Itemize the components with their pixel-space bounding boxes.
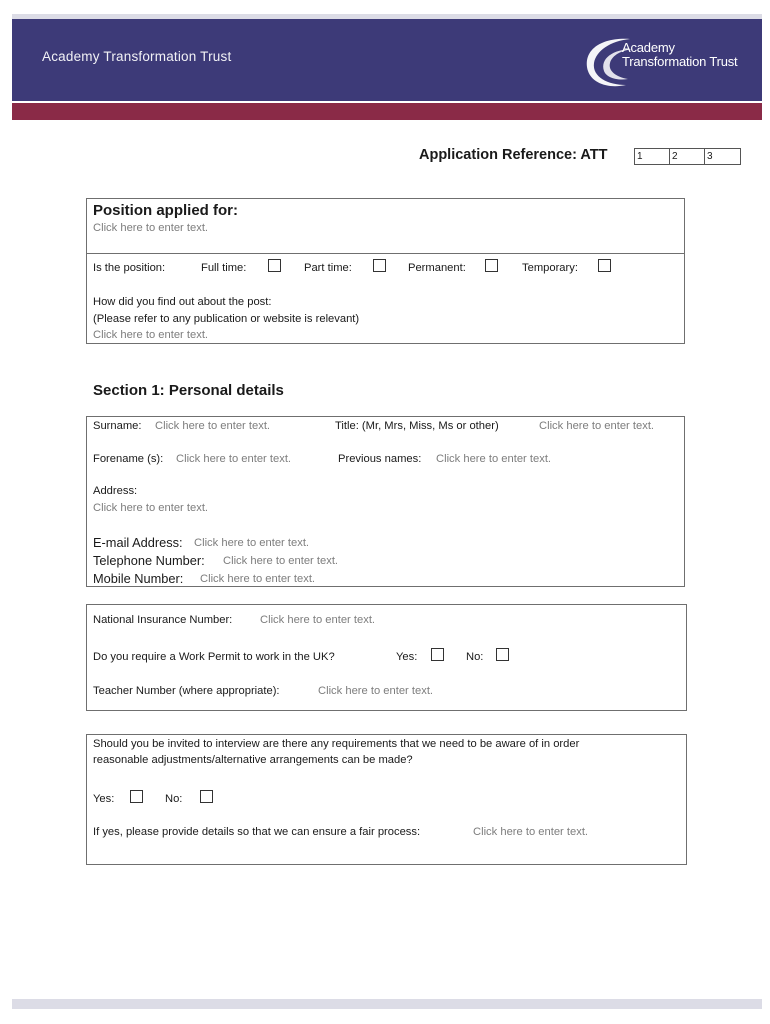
org-name: Academy Transformation Trust [42, 49, 232, 64]
logo-line-2: Transformation Trust [622, 54, 738, 69]
reference-box-1[interactable]: 1 [635, 149, 670, 164]
position-input[interactable]: Click here to enter text. [93, 222, 209, 234]
work-permit-yes-label: Yes: [396, 651, 418, 663]
interview-question-line-1: Should you be invited to interview are there any requirements that we need to be aware of in order [93, 738, 580, 750]
reference-box-3[interactable]: 3 [707, 151, 713, 162]
address-input[interactable]: Click here to enter text. [93, 502, 209, 514]
surname-input[interactable]: Click here to enter text. [155, 420, 271, 432]
position-box [86, 198, 685, 344]
part-time-label: Part time: [304, 262, 352, 274]
find-out-hint: (Please refer to any publication or website is relevant) [93, 313, 360, 325]
telephone-label: Telephone Number: [93, 553, 205, 568]
interview-details-label: If yes, please provide details so that we can ensure a fair process: [93, 826, 421, 838]
work-permit-no-label: No: [466, 651, 484, 663]
teacher-number-label: Teacher Number (where appropriate): [93, 685, 280, 697]
position-heading: Position applied for: [93, 202, 238, 219]
interview-box [86, 734, 687, 865]
email-input[interactable]: Click here to enter text. [194, 537, 310, 549]
interview-question-line-2: reasonable adjustments/alternative arrangements can be made? [93, 754, 413, 766]
position-divider [87, 253, 684, 254]
org-logo [578, 33, 758, 91]
surname-label: Surname: [93, 420, 142, 432]
work-permit-yes-checkbox[interactable] [431, 648, 444, 661]
teacher-number-input[interactable]: Click here to enter text. [318, 685, 434, 697]
part-time-checkbox[interactable] [373, 259, 386, 272]
logo-text [622, 41, 737, 69]
work-permit-question: Do you require a Work Permit to work in the UK? [93, 651, 335, 663]
find-out-input[interactable]: Click here to enter text. [93, 329, 209, 341]
full-time-label: Full time: [201, 262, 247, 274]
previous-names-label: Previous names: [338, 453, 422, 465]
full-time-checkbox[interactable] [268, 259, 281, 272]
logo-line-1: Academy [622, 40, 675, 55]
accent-band [12, 103, 762, 120]
temporary-checkbox[interactable] [598, 259, 611, 272]
interview-yes-label: Yes: [93, 793, 115, 805]
application-reference-label: Application Reference: ATT [419, 147, 608, 163]
interview-no-checkbox[interactable] [200, 790, 213, 803]
header-banner [12, 19, 762, 101]
ni-box [86, 604, 687, 711]
bottom-decor-strip [12, 999, 762, 1009]
address-label: Address: [93, 485, 138, 497]
telephone-input[interactable]: Click here to enter text. [223, 555, 339, 567]
personal-details-box [86, 416, 685, 587]
title-input[interactable]: Click here to enter text. [539, 420, 655, 432]
interview-no-label: No: [165, 793, 183, 805]
application-reference-boxes [634, 148, 741, 165]
previous-names-input[interactable]: Click here to enter text. [436, 453, 552, 465]
section-1-title: Section 1: Personal details [93, 382, 284, 399]
interview-yes-checkbox[interactable] [130, 790, 143, 803]
mobile-input[interactable]: Click here to enter text. [200, 573, 316, 585]
mobile-label: Mobile Number: [93, 571, 184, 586]
permanent-checkbox[interactable] [485, 259, 498, 272]
ni-input[interactable]: Click here to enter text. [260, 614, 376, 626]
ni-label: National Insurance Number: [93, 614, 233, 626]
title-label: Title: (Mr, Mrs, Miss, Ms or other) [335, 420, 499, 432]
interview-details-input[interactable]: Click here to enter text. [473, 826, 589, 838]
work-permit-no-checkbox[interactable] [496, 648, 509, 661]
reference-box-2[interactable]: 2 [670, 149, 705, 164]
permanent-label: Permanent: [408, 262, 466, 274]
email-label: E-mail Address: [93, 535, 183, 550]
find-out-question: How did you find out about the post: [93, 296, 272, 308]
forename-input[interactable]: Click here to enter text. [176, 453, 292, 465]
forename-label: Forename (s): [93, 453, 164, 465]
temporary-label: Temporary: [522, 262, 578, 274]
is-position-label: Is the position: [93, 262, 166, 274]
